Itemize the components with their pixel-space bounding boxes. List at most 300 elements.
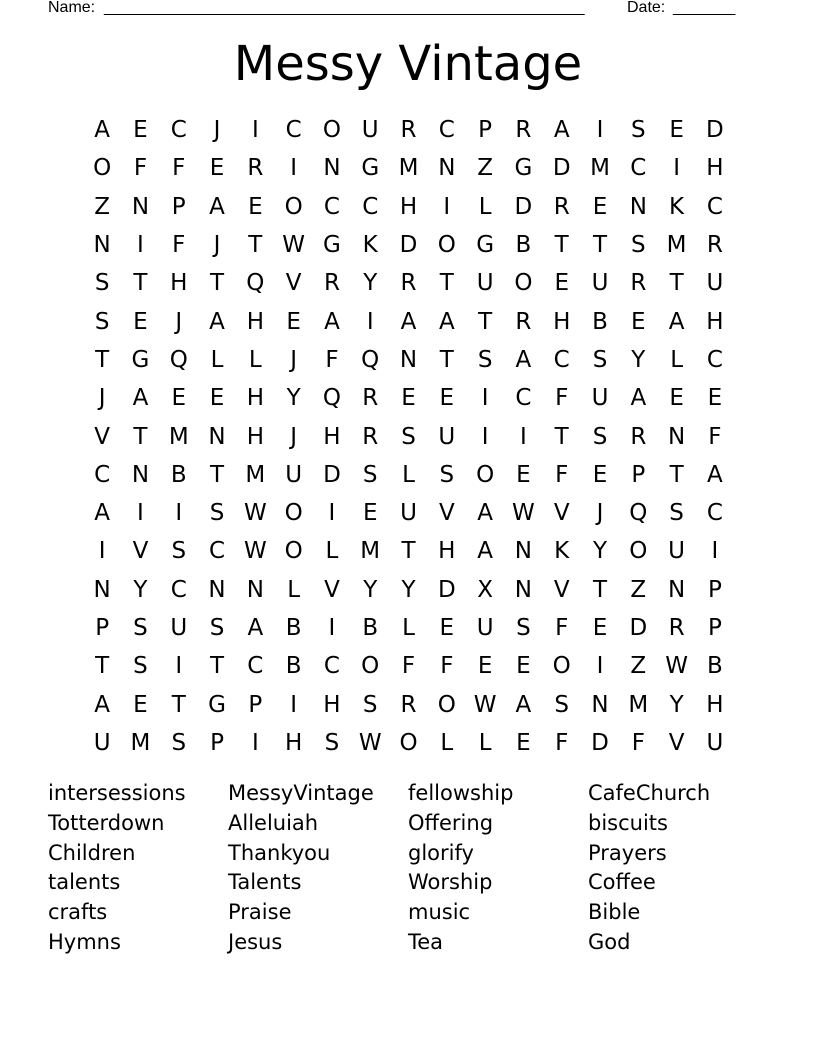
grid-letter: T xyxy=(478,308,493,335)
grid-letter: T xyxy=(439,270,454,297)
grid-letter: T xyxy=(554,232,569,259)
grid-letter: A xyxy=(94,691,111,718)
grid-letter: J xyxy=(213,117,221,144)
grid-letter: N xyxy=(438,155,456,182)
grid-letter: H xyxy=(246,308,264,335)
grid-letter: N xyxy=(131,461,150,488)
grid-letter: B xyxy=(592,308,608,335)
word-list xyxy=(48,779,768,958)
grid-letter: F xyxy=(325,346,339,373)
grid-letter: I xyxy=(290,691,298,718)
word-list-item: Offering xyxy=(408,810,494,835)
grid-letter: E xyxy=(362,500,378,527)
grid-letter: W xyxy=(243,500,267,527)
grid-letter: A xyxy=(94,500,111,527)
grid-letter: U xyxy=(476,270,494,297)
grid-letter: T xyxy=(592,232,608,259)
grid-letter: O xyxy=(322,117,341,144)
grid-letter: L xyxy=(402,461,415,488)
grid-letter: H xyxy=(553,308,571,335)
grid-letter: B xyxy=(170,461,187,488)
grid-letter: O xyxy=(437,691,456,718)
word-list-item: music xyxy=(408,900,471,925)
grid-letter: S xyxy=(516,615,531,641)
grid-letter: I xyxy=(443,193,451,220)
grid-letter: R xyxy=(515,308,532,335)
grid-letter: T xyxy=(210,270,225,297)
word-list-item: Tea xyxy=(408,929,444,954)
grid-letter: E xyxy=(209,385,225,412)
grid-letter: Z xyxy=(630,653,647,680)
grid-letter: D xyxy=(514,193,533,220)
grid-letter: P xyxy=(248,691,263,718)
grid-letter: I xyxy=(711,538,719,565)
word-list-item: God xyxy=(588,929,631,954)
grid-letter: V xyxy=(553,500,570,527)
grid-letter: S xyxy=(631,232,646,259)
word-list-item: Talents xyxy=(228,870,302,895)
grid-letter: I xyxy=(366,308,374,335)
grid-letter: S xyxy=(592,346,608,373)
grid-letter: B xyxy=(362,615,379,641)
puzzle-title: Messy Vintage xyxy=(233,36,583,92)
grid-letter: M xyxy=(398,155,419,182)
grid-letter: C xyxy=(438,117,455,144)
grid-letter: U xyxy=(93,729,111,756)
grid-letter: C xyxy=(285,117,302,144)
word-list-item: Hymns xyxy=(48,929,121,954)
grid-letter: P xyxy=(631,461,646,488)
grid-letter: C xyxy=(170,576,187,603)
grid-letter: A xyxy=(668,308,685,335)
grid-letter: P xyxy=(707,576,722,603)
grid-letter: A xyxy=(324,308,340,335)
grid-letter: C xyxy=(94,461,111,488)
grid-letter: U xyxy=(361,117,379,144)
grid-letter: E xyxy=(516,653,531,680)
grid-letter: D xyxy=(629,615,648,641)
grid-letter: T xyxy=(669,461,684,488)
grid-letter: I xyxy=(251,117,259,144)
grid-letter: Q xyxy=(629,500,648,527)
grid-letter: R xyxy=(323,270,340,297)
grid-letter: C xyxy=(553,346,570,373)
grid-letter: G xyxy=(131,346,150,373)
grid-letter: I xyxy=(328,500,336,527)
grid-letter: P xyxy=(707,615,722,641)
grid-letter: V xyxy=(94,423,111,450)
grid-letter: R xyxy=(668,615,685,641)
grid-letter: B xyxy=(285,653,302,680)
word-list-item: Thankyou xyxy=(228,840,331,865)
grid-letter: N xyxy=(93,232,111,259)
word-list-item: Praise xyxy=(228,900,292,925)
word-list-item: Worship xyxy=(408,870,493,895)
grid-letter: O xyxy=(476,461,495,488)
grid-letter: Y xyxy=(363,576,378,603)
grid-letter: E xyxy=(133,308,148,335)
grid-letter: R xyxy=(630,423,647,450)
grid-letter: V xyxy=(324,576,340,603)
grid-letter: O xyxy=(284,538,303,565)
grid-letter: A xyxy=(209,193,225,220)
grid-letter: E xyxy=(592,615,608,641)
grid-letter: E xyxy=(439,615,455,641)
grid-letter: P xyxy=(210,729,224,756)
grid-letter: W xyxy=(358,729,382,756)
grid-letter: D xyxy=(399,232,418,259)
grid-letter: Z xyxy=(630,576,647,603)
grid-letter: M xyxy=(130,729,151,756)
grid-letter: L xyxy=(287,576,301,603)
word-list-item: talents xyxy=(48,870,121,895)
grid-letter: C xyxy=(323,653,340,680)
name-blank-line: ______________________________________________________ xyxy=(104,0,585,16)
word-list-item: Totterdown xyxy=(48,810,165,835)
grid-letter: V xyxy=(285,270,302,297)
grid-letter: T xyxy=(401,538,416,565)
grid-letter: E xyxy=(477,653,493,680)
grid-letter: O xyxy=(629,538,648,565)
grid-letter: E xyxy=(592,193,608,220)
grid-letter: B xyxy=(707,653,723,680)
grid-letter: I xyxy=(251,729,259,756)
grid-letter: S xyxy=(209,500,225,527)
grid-letter: E xyxy=(592,461,608,488)
grid-letter: N xyxy=(208,576,226,603)
grid-letter: Q xyxy=(322,385,341,412)
grid-letter: E xyxy=(554,270,569,297)
grid-letter: I xyxy=(673,155,680,182)
grid-letter: U xyxy=(170,615,188,641)
grid-letter: N xyxy=(629,193,647,220)
grid-letter: O xyxy=(437,232,456,259)
grid-letter: D xyxy=(552,155,571,182)
grid-letter: N xyxy=(131,193,150,220)
grid-letter: S xyxy=(94,308,110,335)
grid-letter: Q xyxy=(169,346,188,373)
grid-letter: M xyxy=(360,538,381,565)
word-list-item: CafeChurch xyxy=(588,781,711,805)
grid-letter: B xyxy=(285,615,302,641)
grid-letter: R xyxy=(400,691,417,718)
grid-letter: N xyxy=(323,155,341,182)
grid-letter: L xyxy=(440,729,454,756)
grid-letter: F xyxy=(401,653,416,680)
grid-letter: T xyxy=(133,423,148,450)
grid-letter: D xyxy=(706,117,724,144)
grid-letter: J xyxy=(175,308,183,335)
grid-letter: N xyxy=(246,576,264,603)
grid-letter: E xyxy=(439,385,455,412)
grid-letter: E xyxy=(133,117,148,144)
word-list-item: Coffee xyxy=(588,870,656,895)
grid-letter: O xyxy=(93,155,112,182)
grid-letter: C xyxy=(170,117,187,144)
grid-letter: I xyxy=(481,423,489,450)
grid-letter: Y xyxy=(592,538,608,565)
grid-letter: F xyxy=(172,232,186,259)
grid-letter: Z xyxy=(94,193,111,220)
grid-letter: F xyxy=(708,423,722,450)
grid-letter: H xyxy=(438,538,456,565)
grid-letter: E xyxy=(516,461,531,488)
grid-letter: M xyxy=(168,423,189,450)
grid-letter: S xyxy=(133,615,148,641)
grid-letter: T xyxy=(669,270,684,297)
word-list-item: biscuits xyxy=(588,810,668,835)
grid-letter: I xyxy=(175,500,183,527)
grid-letter: S xyxy=(669,500,684,527)
grid-letter: F xyxy=(555,729,569,756)
grid-letter: S xyxy=(401,423,416,450)
grid-letter: E xyxy=(401,385,416,412)
grid-letter: R xyxy=(515,117,532,144)
grid-letter: N xyxy=(399,346,418,373)
grid-letter: I xyxy=(596,653,604,680)
grid-letter: C xyxy=(362,193,379,220)
grid-letter: P xyxy=(95,615,110,641)
grid-letter: S xyxy=(209,615,225,641)
grid-letter: C xyxy=(706,500,723,527)
grid-letter: U xyxy=(400,500,417,527)
grid-letter: H xyxy=(323,691,341,718)
grid-letter: G xyxy=(514,155,533,182)
grid-letter: J xyxy=(596,500,604,527)
grid-letter: E xyxy=(631,308,646,335)
grid-letter: W xyxy=(665,653,688,680)
grid-letter: V xyxy=(553,576,570,603)
grid-letter: H xyxy=(399,193,418,220)
grid-letter: D xyxy=(591,729,609,756)
grid-letter: V xyxy=(438,500,455,527)
grid-letter: S xyxy=(477,346,493,373)
grid-letter: R xyxy=(362,385,379,412)
grid-letter: A xyxy=(553,117,570,144)
grid-letter: K xyxy=(669,193,685,220)
grid-letter: C xyxy=(706,346,723,373)
grid-letter: J xyxy=(213,232,221,259)
grid-letter: D xyxy=(437,576,456,603)
grid-letter: L xyxy=(325,538,339,565)
grid-letter: E xyxy=(133,691,148,718)
grid-letter: H xyxy=(284,729,303,756)
grid-letter: U xyxy=(591,385,609,412)
grid-letter: S xyxy=(592,423,608,450)
letter-grid xyxy=(83,111,734,762)
grid-letter: N xyxy=(93,576,111,603)
date-label: Date: xyxy=(627,0,666,16)
grid-letter: H xyxy=(706,155,724,182)
grid-letter: Y xyxy=(631,346,646,373)
grid-letter: A xyxy=(247,615,264,641)
grid-letter: G xyxy=(208,691,226,718)
grid-letter: L xyxy=(478,729,492,756)
grid-letter: L xyxy=(248,346,262,373)
grid-letter: F xyxy=(555,461,569,488)
grid-letter: T xyxy=(95,346,110,373)
grid-letter: Y xyxy=(401,576,416,603)
grid-letter: G xyxy=(361,155,380,182)
grid-letter: T xyxy=(439,346,454,373)
grid-letter: S xyxy=(362,461,378,488)
grid-letter: U xyxy=(706,729,724,756)
grid-letter: H xyxy=(246,423,264,450)
grid-letter: F xyxy=(631,729,645,756)
grid-letter: K xyxy=(554,538,570,565)
grid-letter: A xyxy=(477,500,493,527)
grid-letter: O xyxy=(399,729,418,756)
grid-letter: O xyxy=(284,193,303,220)
grid-letter: E xyxy=(669,117,684,144)
grid-letter: M xyxy=(245,461,266,488)
word-list-item: Alleluiah xyxy=(228,810,319,835)
grid-letter: F xyxy=(172,155,186,182)
grid-letter: A xyxy=(707,461,723,488)
grid-letter: N xyxy=(667,576,686,603)
grid-letter: T xyxy=(248,232,263,259)
grid-letter: L xyxy=(670,346,684,373)
grid-letter: S xyxy=(171,538,187,565)
grid-letter: A xyxy=(132,385,149,412)
grid-letter: R xyxy=(400,117,417,144)
grid-letter: N xyxy=(514,538,533,565)
grid-letter: I xyxy=(98,538,106,565)
grid-letter: U xyxy=(591,270,609,297)
grid-letter: B xyxy=(515,232,532,259)
grid-letter: T xyxy=(210,461,225,488)
grid-letter: T xyxy=(95,653,110,680)
grid-letter: Y xyxy=(133,576,148,603)
word-list-item: MessyVintage xyxy=(228,781,374,805)
grid-letter: O xyxy=(552,653,571,680)
grid-letter: H xyxy=(706,691,724,718)
grid-letter: W xyxy=(512,500,535,527)
grid-letter: S xyxy=(362,691,378,718)
word-list-item: Bible xyxy=(588,900,641,925)
grid-letter: U xyxy=(285,461,303,488)
grid-letter: F xyxy=(555,615,569,641)
grid-letter: A xyxy=(515,346,532,373)
word-list-item: Children xyxy=(48,840,136,865)
grid-letter: U xyxy=(668,538,686,565)
grid-letter: Y xyxy=(286,385,301,412)
grid-letter: C xyxy=(515,385,532,412)
grid-letter: S xyxy=(631,117,646,144)
grid-letter: N xyxy=(208,423,226,450)
grid-letter: Q xyxy=(361,346,380,373)
grid-letter: T xyxy=(592,576,608,603)
grid-letter: J xyxy=(290,423,298,450)
grid-letter: A xyxy=(630,385,647,412)
grid-letter: C xyxy=(247,653,264,680)
grid-letter: Q xyxy=(246,270,265,297)
grid-letter: F xyxy=(555,385,569,412)
grid-letter: A xyxy=(209,308,225,335)
grid-letter: U xyxy=(438,423,456,450)
grid-letter: C xyxy=(323,193,340,220)
grid-letter: R xyxy=(247,155,264,182)
grid-letter: E xyxy=(171,385,187,412)
grid-letter: R xyxy=(630,270,647,297)
grid-letter: J xyxy=(290,346,298,373)
grid-letter: F xyxy=(440,653,454,680)
grid-letter: V xyxy=(132,538,149,565)
grid-letter: I xyxy=(328,615,336,641)
grid-letter: I xyxy=(175,653,183,680)
grid-letter: E xyxy=(516,729,531,756)
grid-letter: U xyxy=(476,615,494,641)
grid-letter: I xyxy=(596,117,604,144)
grid-letter: R xyxy=(706,232,723,259)
grid-letter: G xyxy=(476,232,495,259)
grid-letter: A xyxy=(477,538,493,565)
grid-letter: T xyxy=(210,653,225,680)
grid-letter: M xyxy=(590,155,610,182)
grid-letter: N xyxy=(667,423,686,450)
grid-letter: T xyxy=(171,691,186,718)
grid-letter: O xyxy=(284,500,303,527)
grid-letter: L xyxy=(210,346,224,373)
grid-letter: N xyxy=(591,691,609,718)
grid-letter: P xyxy=(171,193,186,220)
grid-letter: C xyxy=(209,538,226,565)
grid-letter: P xyxy=(478,117,493,144)
grid-letter: E xyxy=(669,385,684,412)
grid-letter: T xyxy=(133,270,148,297)
grid-letter: F xyxy=(133,155,148,182)
date-blank-line: _______ xyxy=(673,0,736,16)
word-list-item: Prayers xyxy=(588,840,667,865)
grid-letter: G xyxy=(323,232,341,259)
grid-letter: M xyxy=(628,691,649,718)
grid-letter: I xyxy=(290,155,298,182)
grid-letter: I xyxy=(137,232,144,259)
word-list-item: glorify xyxy=(408,840,474,865)
grid-letter: W xyxy=(243,538,267,565)
grid-letter: V xyxy=(668,729,685,756)
grid-letter: W xyxy=(282,232,305,259)
word-list-item: crafts xyxy=(48,900,108,925)
grid-letter: S xyxy=(439,461,455,488)
grid-letter: E xyxy=(286,308,301,335)
grid-letter: Y xyxy=(363,270,378,297)
grid-letter: E xyxy=(209,155,225,182)
grid-letter: H xyxy=(323,423,341,450)
grid-letter: N xyxy=(514,576,533,603)
grid-letter: C xyxy=(706,193,723,220)
grid-letter: S xyxy=(324,729,340,756)
grid-letter: A xyxy=(94,117,111,144)
grid-letter: J xyxy=(98,385,106,412)
grid-letter: S xyxy=(133,653,148,680)
grid-letter: M xyxy=(666,232,687,259)
grid-letter: O xyxy=(361,653,380,680)
grid-letter: I xyxy=(137,500,144,527)
grid-letter: S xyxy=(171,729,187,756)
grid-letter: D xyxy=(323,461,341,488)
grid-letter: Z xyxy=(477,155,493,182)
grid-letter: E xyxy=(707,385,723,412)
grid-letter: S xyxy=(554,691,570,718)
grid-letter: R xyxy=(553,193,570,220)
grid-letter: L xyxy=(402,615,415,641)
grid-letter: H xyxy=(170,270,188,297)
grid-letter: X xyxy=(477,576,493,603)
grid-letter: O xyxy=(514,270,533,297)
grid-letter: A xyxy=(515,691,532,718)
grid-letter: A xyxy=(438,308,455,335)
